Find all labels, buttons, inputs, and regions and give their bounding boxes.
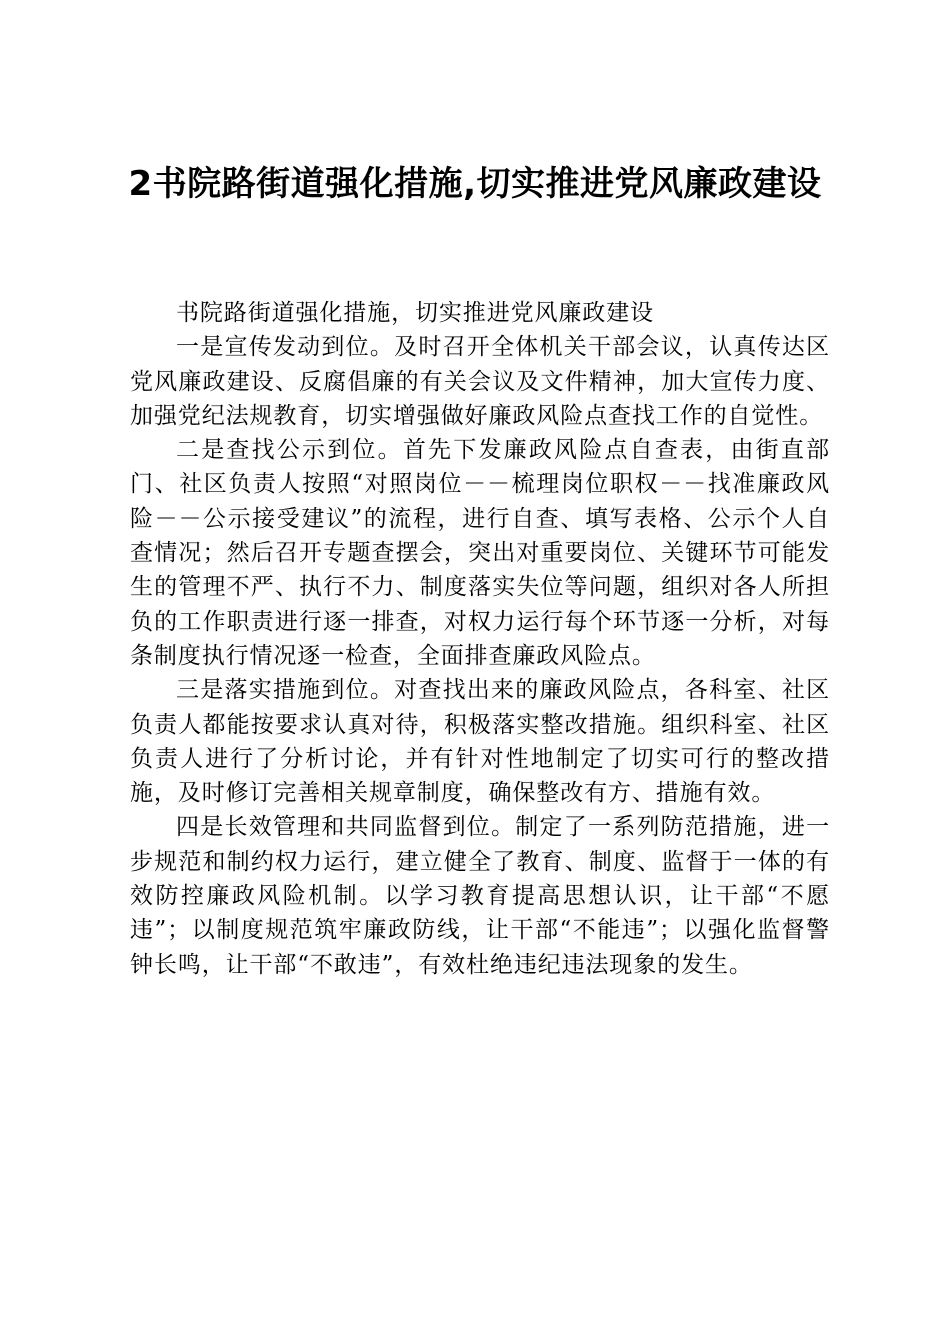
- paragraph-supervision: 四是长效管理和共同监督到位。制定了一系列防范措施，进一步规范和制约权力运行，建立健全了教育、制度、监督于一体的有效防控廉政风险机制。以学习教育提高思想认识，让干部“不愿违”；以制度规范筑牢廉政防线，让干部“不能违”；以强化监督警钟长鸣，让干部“不敢违”，有效杜绝违纪违法现象的发生。: [130, 814, 830, 978]
- subtitle-paragraph: 书院路街道强化措施，切实推进党风廉政建设: [176, 300, 654, 326]
- paragraph-inspection: 二是查找公示到位。首先下发廉政风险点自查表，由街直部门、社区负责人按照“对照岗位－－梳理岗位职权－－找准廉政风险－－公示接受建议”的流程，进行自查、填写表格、公示个人自查情况；然后召开专题查摆会，突出对重要岗位、关键环节可能发生的管理不严、执行不力、制度落实失位等问题，组织对各人所担负的工作职责进行逐一排查，对权力运行每个环节逐一分析，对每条制度执行情况逐一检查，全面排查廉政风险点。: [130, 437, 830, 669]
- document-title: 2书院路街道强化措施,切实推进党风廉政建设: [128, 164, 822, 204]
- document-body: [130, 296, 830, 982]
- paragraph-measures: 三是落实措施到位。对查找出来的廉政风险点，各科室、社区负责人都能按要求认真对待，积极落实整改措施。组织科室、社区负责人进行了分析讨论，并有针对性地制定了切实可行的整改措施，及时修订完善相关规章制度，确保整改有方、措施有效。: [130, 677, 830, 807]
- paragraph-publicity: 一是宣传发动到位。及时召开全体机关干部会议，认真传达区党风廉政建设、反腐倡廉的有关会议及文件精神，加大宣传力度、加强党纪法规教育，切实增强做好廉政风险点查找工作的自觉性。: [130, 334, 830, 429]
